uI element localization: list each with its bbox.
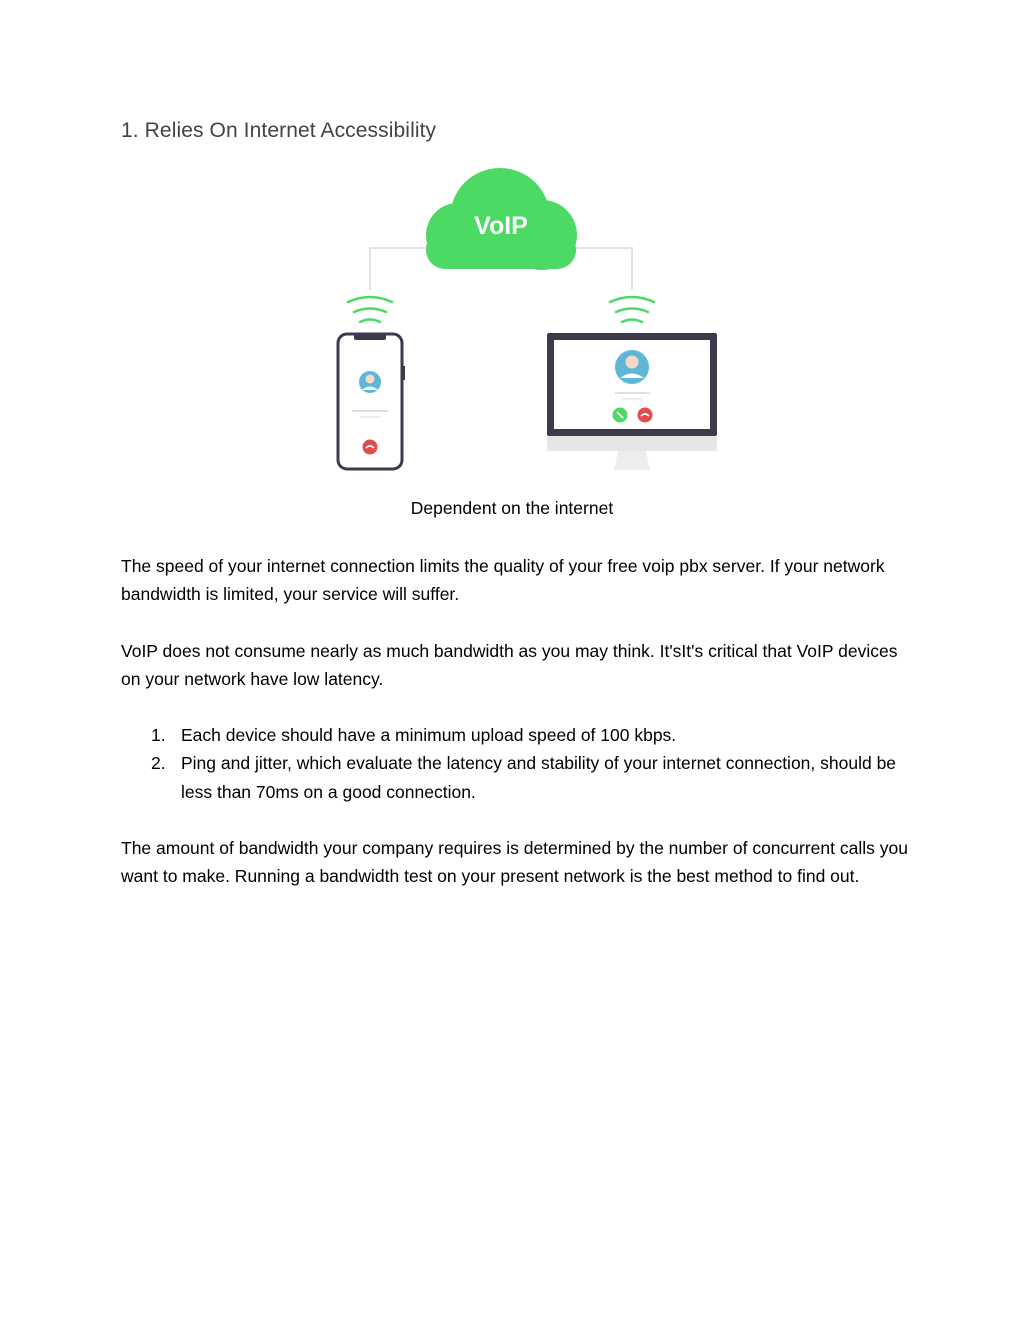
connector-line-left bbox=[370, 248, 430, 290]
wifi-signal-left-icon bbox=[348, 297, 392, 322]
connector-line-right bbox=[570, 248, 632, 290]
figure-caption: Dependent on the internet bbox=[410, 498, 614, 518]
list-item-text: Each device should have a minimum upload speed of 100 kbps. bbox=[181, 725, 677, 745]
list-item bbox=[121, 749, 911, 806]
requirements-list bbox=[121, 721, 911, 806]
monitor-icon bbox=[547, 333, 717, 470]
list-item bbox=[121, 721, 911, 749]
wifi-signal-right-icon bbox=[610, 297, 654, 322]
list-item-number: 2. bbox=[151, 753, 166, 774]
paragraph-quality: The speed of your internet connection limits the quality of your free voip pbx server. If your network bandwidth is limited, your service will suffer. bbox=[121, 556, 885, 605]
smartphone-icon bbox=[338, 334, 405, 469]
paragraph-bandwidth: VoIP does not consume nearly as much bandwidth as you may think. It'sIt's critical that VoIP devices on your network have low latency. bbox=[121, 641, 898, 690]
list-item-text: Ping and jitter, which evaluate the latency and stability of your internet connection, should be less than 70ms on a good connection. bbox=[181, 753, 897, 802]
paragraph-concurrent-calls: The amount of bandwidth your company requires is determined by the number of concurrent calls you want to make. Running a bandwidth test on your present network is the best method to find out. bbox=[121, 838, 908, 887]
cloud-label: VoIP bbox=[474, 212, 528, 240]
voip-illustration bbox=[330, 160, 725, 476]
list-item-number: 1. bbox=[151, 725, 166, 745]
page-heading: 1. Relies On Internet Accessibility bbox=[121, 119, 437, 142]
